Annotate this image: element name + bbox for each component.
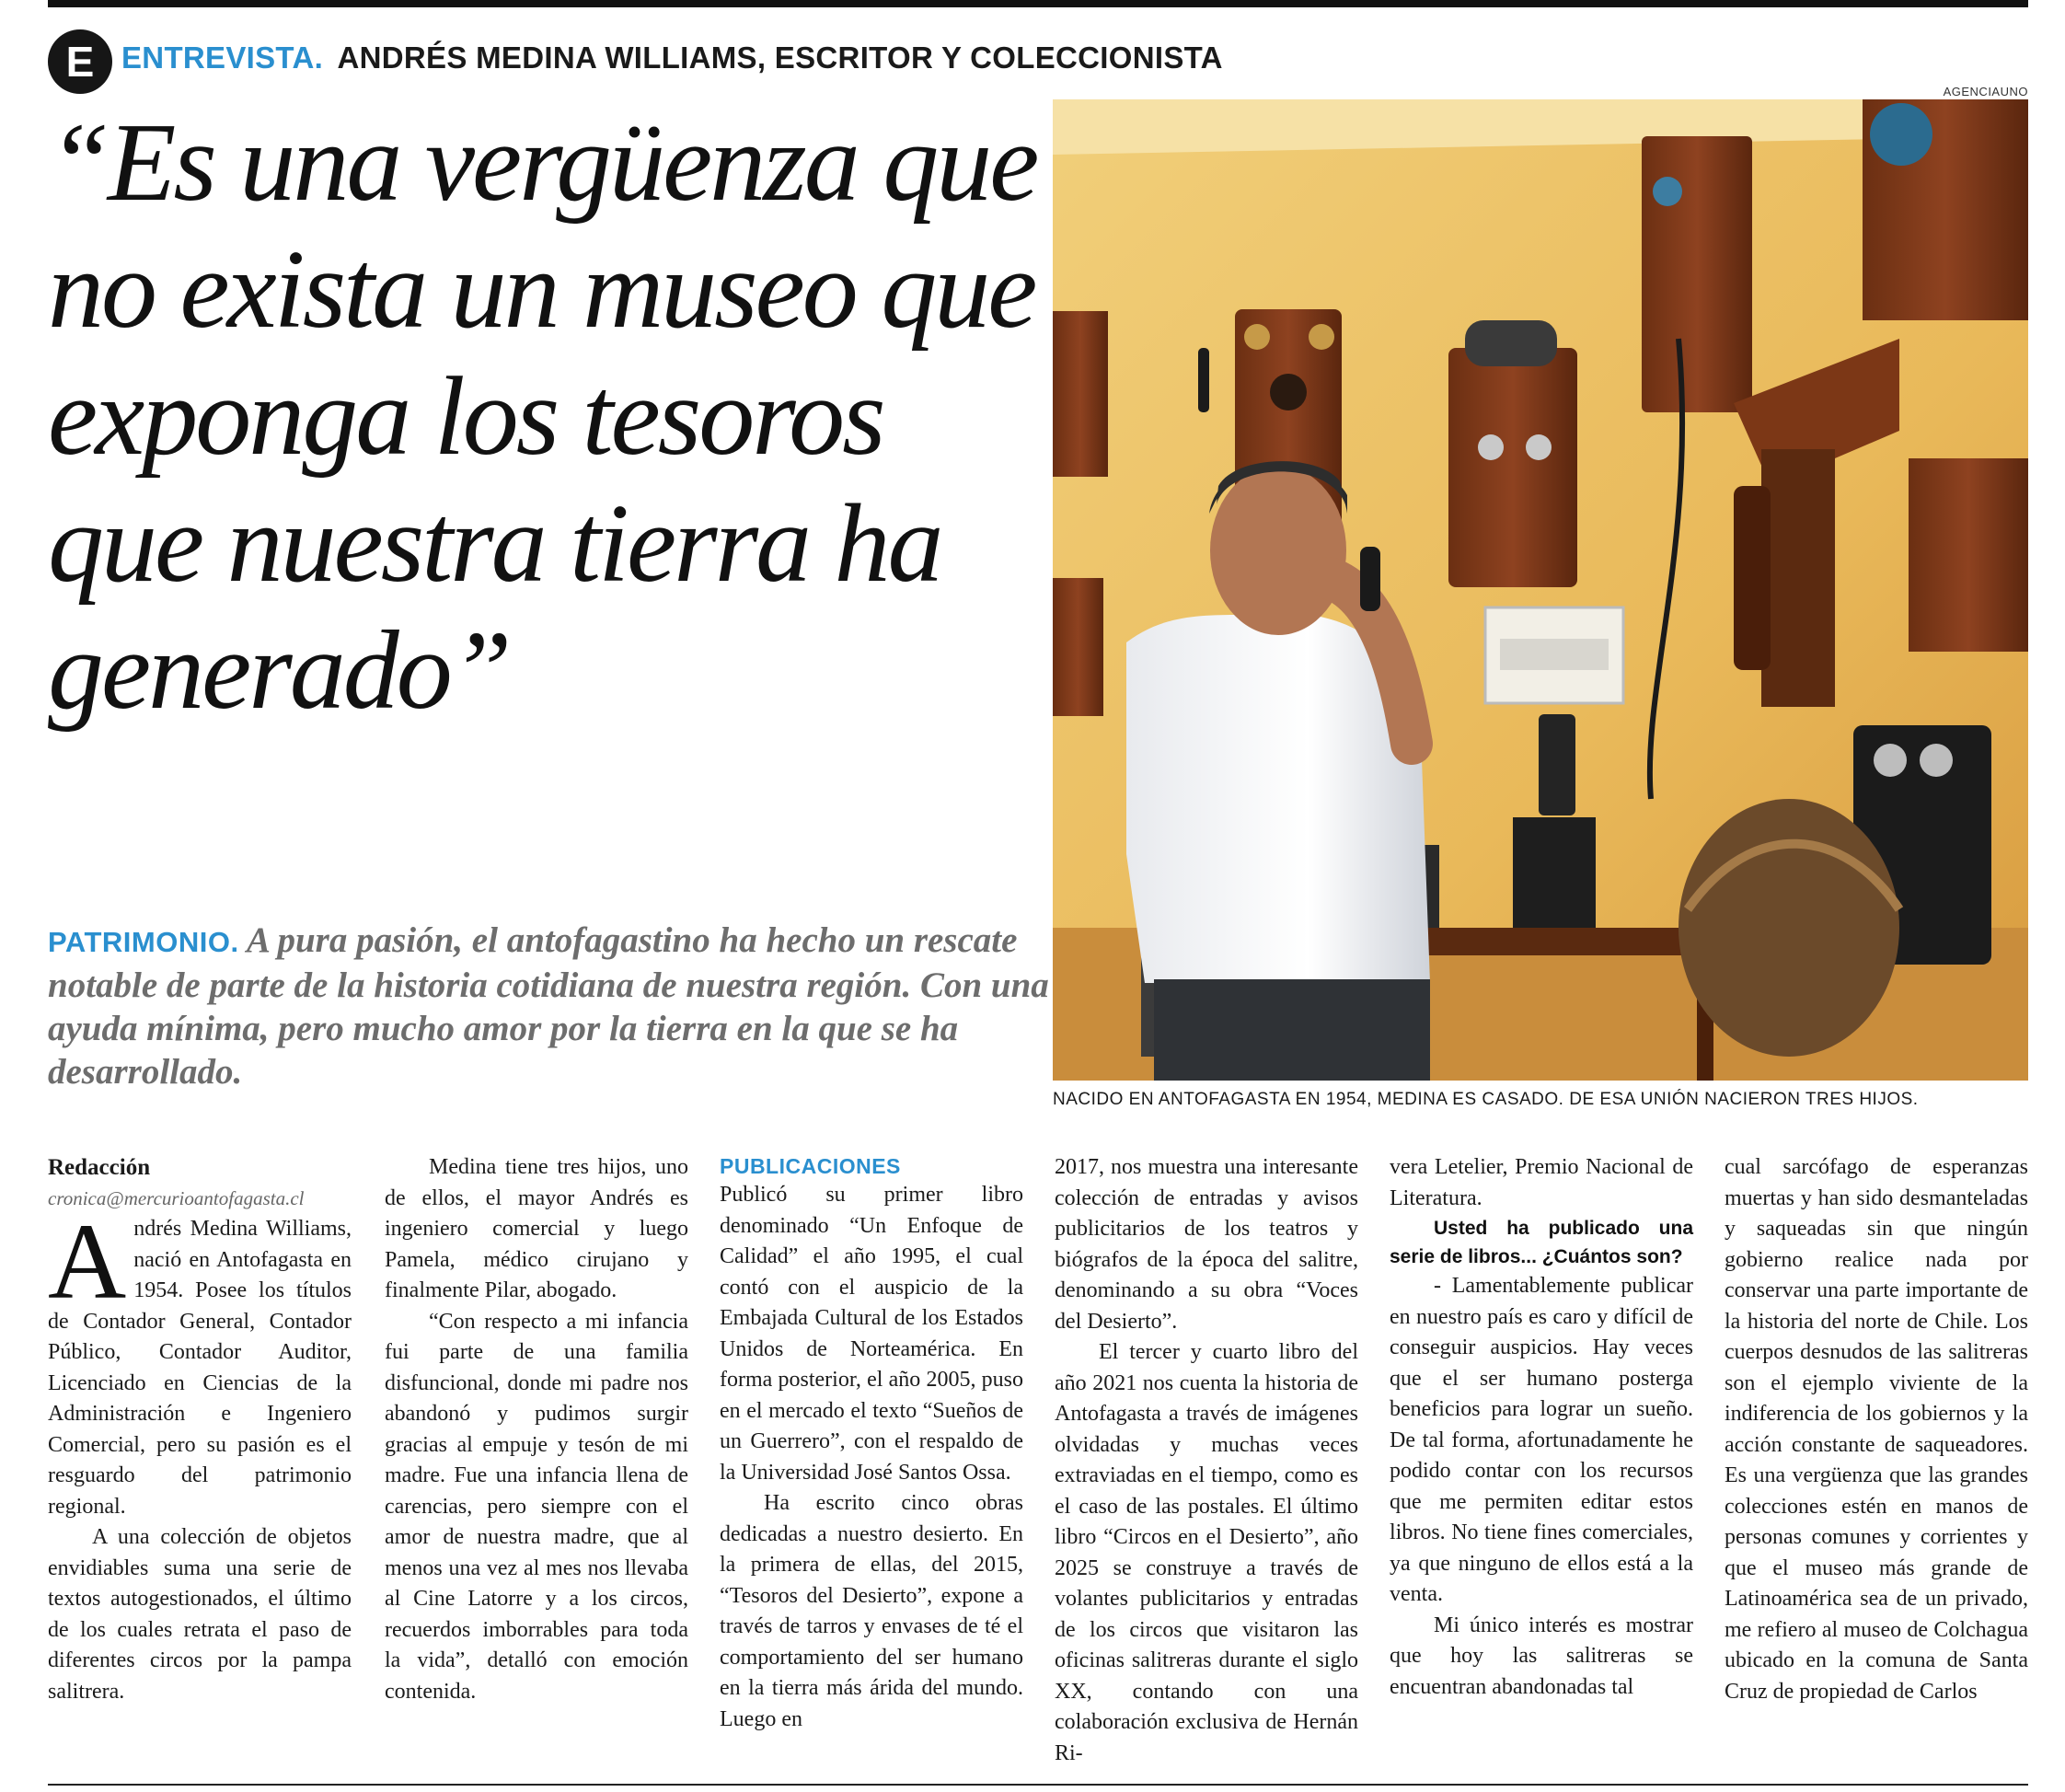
photo-illustration [1053, 99, 2028, 1081]
kicker-label: ENTREVISTA. [121, 40, 324, 75]
paragraph: “Con respecto a mi infancia fui parte de una familia disfuncional, donde mi padre nos abandonó y pudimos surgir gracias al empuje y tesón de mi madre. Fue una infancia llena de carencias, pero siempre con el amor de nuestra madre, que al menos una vez al mes nos llevaba al Cine Latorre y a los circos, recuerdos imborrables para toda la vida”, detalló con emoción contenida. [385, 1309, 688, 1704]
section-subhead: PUBLICACIONES [720, 1154, 901, 1178]
bottom-rule [48, 1784, 2028, 1786]
headline: “Es una vergüenza que no exista un museo que exponga los tesoros que nuestra tierra ha generado” [48, 100, 1037, 733]
standfirst-label: PATRIMONIO. [48, 926, 239, 958]
article-column-3 [720, 1152, 1023, 1735]
article-column-6 [1725, 1152, 2028, 1707]
photo-credit: AGENCIAUNO [1943, 85, 2028, 98]
article-column-4 [1055, 1152, 1358, 1769]
standfirst-text: A pura pasión, el antofagastino ha hecho un rescate notable de parte de la historia cotidiana de nuestra región. Con una ayuda mínima, pero mucho amor por la tierra en la que se ha desarrollado. [48, 920, 1049, 1092]
top-rule [48, 0, 2028, 7]
standfirst [48, 919, 1051, 1093]
byline: Redacción [48, 1155, 151, 1180]
kicker-text: ANDRÉS MEDINA WILLIAMS, ESCRITOR Y COLECCIONISTA [337, 40, 1223, 75]
paragraph: El tercer y cuarto libro del año 2021 nos cuenta la historia de Antofagasta a través de imágenes olvidadas y muchas veces extraviadas en el tiempo, como es el caso de las postales. El último libro “Circos en el Desierto”, año 2025 se construye a través de volantes publicitarios y entradas de los circos que visitaron las oficinas salitreras durante el siglo XX, contando con una colaboración exclusiva de Hernán Ri- [1055, 1340, 1358, 1765]
paragraph: - Lamentablemente publicar en nuestro país es caro y difícil de conseguir auspicios. Hay veces que el ser humano posterga beneficios para lograr un sueño. De tal forma, afortunadamente he podido contar con los recursos que me permiten editar estos libros. No tiene fines comerciales, ya que ninguno de ellos está a la venta. [1390, 1274, 1693, 1606]
paragraph: A una colección de objetos envidiables suma una serie de textos autogestionados, el último de los cuales retrata el paso de diferentes circos por la pampa salitrera. [48, 1525, 352, 1704]
interview-question: Usted ha publicado una serie de libros... ¿Cuántos son? [1390, 1218, 1693, 1267]
lead-paragraph [48, 1201, 352, 1522]
paragraph: Medina tiene tres hijos, uno de ellos, el mayor Andrés es ingeniero comercial y luego Pamela, médico cirujano y finalmente Pilar, abogado. [385, 1155, 688, 1302]
photo-caption: NACIDO EN ANTOFAGASTA EN 1954, MEDINA ES CASADO. DE ESA UNIÓN NACIERON TRES HIJOS. [1053, 1090, 1919, 1109]
article-column-5 [1390, 1152, 1693, 1703]
section-badge: E [48, 29, 112, 94]
author-email: cronica@mercurioantofagasta.cl [48, 1186, 305, 1209]
paragraph: vera Letelier, Premio Nacional de Literatura. [1390, 1155, 1693, 1210]
article-column-1 [48, 1152, 352, 1707]
article-photo [1053, 99, 2028, 1081]
kicker [121, 40, 1223, 75]
lead-paragraph-text: ndrés Medina Williams, nació en Antofagasta en 1954. Posee los títulos de Contador General, Contador Público, Contador Auditor, Licenciado en Ciencias de la Administración e Ingeniero Comercial, pero su pasión es el resguardo del patrimonio regional. [48, 1217, 352, 1519]
article-column-2 [385, 1152, 688, 1707]
paragraph: Mi único interés es mostrar que hoy las salitreras se encuentran abandonadas tal [1390, 1613, 1693, 1699]
paragraph: 2017, nos muestra una interesante colección de entradas y avisos publicitarios de los teatros y biógrafos de la época del salitre, denominando a su obra “Voces del Desierto”. [1055, 1155, 1358, 1334]
paragraph: Publicó su primer libro denominado “Un Enfoque de Calidad” el año 1995, el cual contó con el auspicio de la Embajada Cultural de los Estados Unidos de Norteamérica. En forma posterior, el año 2005, puso en el mercado el texto “Sueños de un Guerrero”, con el respaldo de la Universidad José Santos Ossa. [720, 1183, 1023, 1485]
paragraph: Ha escrito cinco obras dedicadas a nuestro desierto. En la primera de ellas, del 2015, “Tesoros del Desierto”, expone a través de tarros y envases de té el comportamiento del ser humano en la tierra más árida del mundo. Luego en [720, 1491, 1023, 1731]
drop-cap: A [48, 1201, 127, 1322]
paragraph: cual sarcófago de esperanzas muertas y han sido desmanteladas y saqueadas sin que ningún gobierno realice nada por conservar una parte importante de la historia del norte de Chile. Los cuerpos desnudos de las salitreras son el ejemplo viviente de la indiferencia de los gobiernos y la acción constante de saqueadores. Es una vergüenza que las grandes colecciones estén en manos de personas comunes y corrientes y que el museo más grande de Latinoamérica sea de un privado, me refiero al museo de Colchagua ubicado en la comuna de Santa Cruz de propiedad de Carlos [1725, 1155, 2028, 1704]
